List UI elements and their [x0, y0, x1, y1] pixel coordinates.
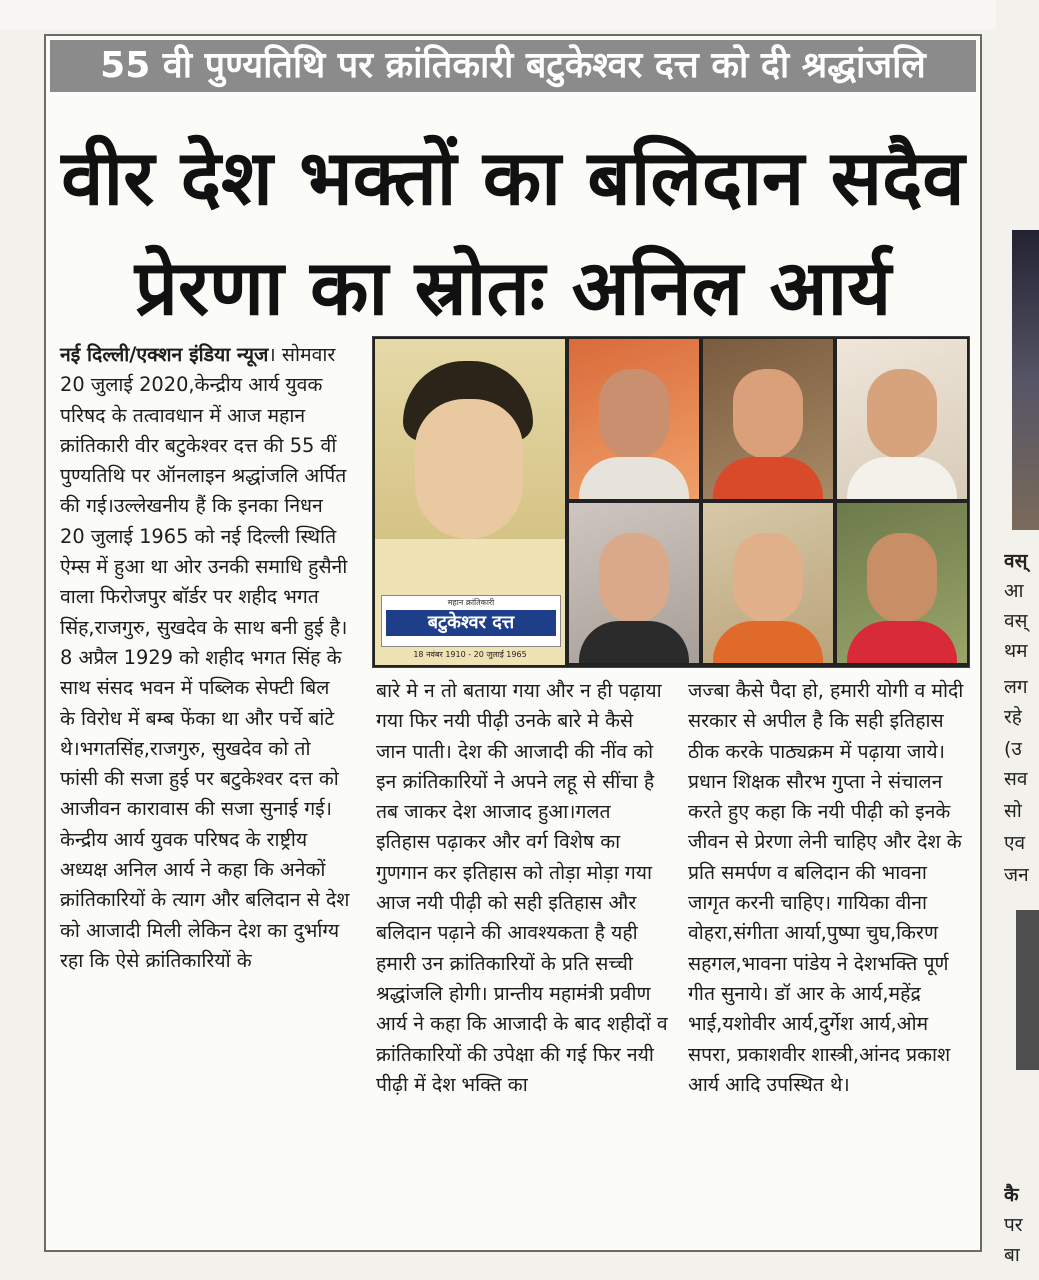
edge-fragment: बा — [1004, 1244, 1020, 1266]
edge-fragment: थम — [1004, 640, 1028, 662]
edge-fragment: (उ — [1004, 738, 1022, 760]
participant-photo-2 — [703, 339, 833, 499]
edge-fragment: पर — [1004, 1214, 1023, 1236]
article-column-3 — [688, 676, 972, 1100]
photo-collage — [372, 336, 970, 668]
portrait-batukeshwar-dutt — [375, 339, 565, 665]
article-column-1 — [60, 340, 350, 976]
edge-fragment: वस् — [1004, 610, 1028, 632]
participant-photo-5 — [703, 503, 833, 663]
top-strip — [0, 0, 1039, 30]
headline-line-2: प्रेरणा का स्रोतः अनिल आर्य — [134, 243, 892, 332]
column-1-para-1 — [60, 340, 350, 643]
portrait-caption-small: महान क्रांतिकारी — [447, 598, 495, 607]
edge-fragment: आ — [1004, 580, 1024, 602]
column-2-text: बारे मे न तो बताया गया और न ही पढ़ाया गया फिर नयी पीढ़ी उनके बारे मे कैसे जान पाती। देश की आजादी की नींव को इन क्रांतिकारियों ने अपने लहू से सींचा है तब जाकर देश आजाद हुआ।गलत इतिहास पढ़ाकर और वर्ग विशेष का गुणगान कर इतिहास को तोड़ा मोड़ा गया आज नयी पीढ़ी को सही इतिहास और बलिदान पढ़ाने की आवश्यकता है यही हमारी उन क्रांतिकारियों के प्रति सच्ची श्रद्धांजलि होगी। प्रान्तीय महामंत्री प्रवीण आर्य ने कहा कि आजादी के बाद शहीदों व क्रांतिकारियों की उपेक्षा की गई फिर नयी पीढ़ी में देश भक्ति का — [376, 679, 668, 1096]
participant-photo-3 — [837, 339, 967, 499]
portrait-caption-name: बटुकेश्वर दत्त — [386, 610, 556, 636]
edge-fragment: सव — [1004, 768, 1028, 790]
portrait-name-box — [381, 595, 561, 647]
portrait-dates: 18 नवंबर 1910 - 20 जुलाई 1965 — [413, 650, 527, 659]
headline-line-1: वीर देश भक्तों का बलिदान सदैव — [61, 133, 965, 222]
edge-fragment: कै — [1004, 1184, 1019, 1206]
column-3-text: जज्बा कैसे पैदा हो, हमारी योगी व मोदी सरकार से अपील है कि सही इतिहास ठीक करके पाठ्यक्रम में पढ़ाया जाये। प्रधान शिक्षक सौरभ गुप्ता ने संचालन करते हुए कहा कि नयी पीढ़ी को इनके जीवन से प्रेरणा लेनी चाहिए और देश के प्रति समर्पण व बलिदान की भावना जागृत करनी चाहिए। गायिका वीना वोहरा,संगीता आर्या,पुष्पा चुघ,किरण सहगल,भावना पांडेय ने देशभक्ति पूर्ण गीत सुनाये। डॉ आर के आर्य,महेंद्र भाई,यशोवीर आर्य,दुर्गेश आर्य,ओम सपरा, प्रकाशवीर शास्त्री,आंनद प्रकाश आर्य आदि उपस्थित थे। — [688, 679, 964, 1096]
adjacent-photo — [1012, 230, 1039, 530]
participant-photo-1 — [569, 339, 699, 499]
adjacent-article-edge — [996, 0, 1039, 1280]
edge-fragment: वस् — [1004, 550, 1028, 572]
edge-fragment: सो — [1004, 800, 1022, 822]
column-1-text-1: । सोमवार 20 जुलाई 2020,केन्द्रीय आर्य युवक परिषद के तत्वावधान में आज महान क्रांतिकारी वीर बटुकेश्वर दत्त की 55 वीं पुण्यतिथि पर ऑनलाइन श्रद्धांजलि अर्पित की गई।उल्लेखनीय हैं कि इनका निधन 20 जुलाई 1965 को नई दिल्ली स्थिति ऐम्स में हुआ था ओर उनकी समाधि हुसैनी वाला फिरोजपुर बॉर्डर पर शहीद भगत सिंह,राजगुरु, सुखदेव के साथ बनी हुई है। — [60, 343, 348, 639]
participant-photo-6 — [837, 503, 967, 663]
participant-photo-4 — [569, 503, 699, 663]
adjacent-dark-bar — [1016, 910, 1039, 1070]
article-dateline: नई दिल्ली/एक्शन इंडिया न्यूज — [60, 343, 269, 366]
edge-fragment: लग — [1004, 676, 1028, 698]
article-kicker: 55 वी पुण्यतिथि पर क्रांतिकारी बटुकेश्वर दत्त को दी श्रद्धांजलि — [50, 40, 976, 92]
edge-fragment: एव — [1004, 832, 1026, 854]
edge-fragment: जन — [1004, 864, 1029, 886]
edge-fragment: रहे — [1004, 706, 1022, 728]
article-column-2 — [376, 676, 668, 1100]
column-1-para-2: 8 अप्रैल 1929 को शहीद भगत सिंह के साथ संसद भवन में पब्लिक सेफ्टी बिल के विरोध में बम्ब फेंका था और पर्चे बांटे थे।भगतसिंह,राजगुरु, सुखदेव को तो फांसी की सजा हुई पर बटुकेश्वर दत्त को आजीवन कारावास की सजा सुनाई गई। केन्द्रीय आर्य युवक परिषद के राष्ट्रीय अध्यक्ष अनिल आर्य ने कहा कि अनेकों क्रांतिकारियों के त्याग और बलिदान से देश को आजादी मिली लेकिन देश का दुर्भाग्य रहा कि ऐसे क्रांतिकारियों के — [60, 645, 350, 972]
news-article — [44, 34, 982, 1252]
